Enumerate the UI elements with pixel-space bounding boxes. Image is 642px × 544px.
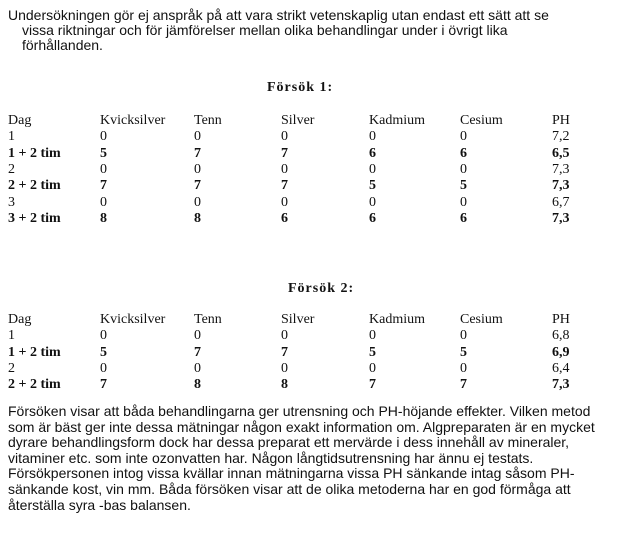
trial-1-table bbox=[8, 113, 612, 227]
cell-day: 3 bbox=[8, 194, 15, 210]
cell-kvicksilver: 5 bbox=[100, 344, 107, 360]
cell-kadmium: 0 bbox=[369, 194, 376, 210]
intro-line: Undersökningen gör ej anspråk på att vara strikt vetenskaplig utan endast ett sätt att se bbox=[8, 7, 549, 23]
cell-tenn: 0 bbox=[194, 129, 201, 145]
cell-ph: 6,4 bbox=[552, 361, 570, 377]
cell-cesium: 5 bbox=[460, 344, 467, 360]
trial-2-heading: Försök 2: bbox=[288, 281, 355, 296]
cell-cesium: 6 bbox=[460, 145, 467, 161]
cell-kvicksilver: 0 bbox=[100, 194, 107, 210]
cell-kadmium: 6 bbox=[369, 145, 376, 161]
table-row bbox=[8, 178, 612, 194]
intro-paragraph bbox=[8, 8, 618, 53]
conclusion-line: dyrare behandlingsform dock har dessa preparat ett mervärde i dess innehåll av mineraler, bbox=[8, 434, 570, 451]
cell-kvicksilver: 0 bbox=[100, 162, 107, 178]
column-header-kadmium: Kadmium bbox=[369, 113, 425, 129]
cell-ph: 6,7 bbox=[552, 194, 570, 210]
cell-tenn: 8 bbox=[194, 210, 201, 226]
conclusion-line: vitaminer etc. som inte ozonvatten har. Någon långtidsutrensning har ännu ej testats. bbox=[8, 449, 534, 466]
intro-line: förhållanden. bbox=[22, 37, 103, 53]
cell-day: 2 + 2 tim bbox=[8, 178, 61, 194]
cell-ph: 6,9 bbox=[552, 344, 570, 360]
cell-day: 1 bbox=[8, 328, 15, 344]
column-header-kvicksilver: Kvicksilver bbox=[100, 312, 166, 328]
cell-cesium: 0 bbox=[460, 162, 467, 178]
cell-silver: 7 bbox=[281, 344, 288, 360]
cell-cesium: 5 bbox=[460, 178, 467, 194]
conclusion-line: återställa syra -bas balansen. bbox=[8, 496, 191, 513]
table-row bbox=[8, 328, 612, 344]
cell-kadmium: 0 bbox=[369, 129, 376, 145]
column-header-cesium: Cesium bbox=[460, 312, 503, 328]
cell-ph: 6,8 bbox=[552, 328, 570, 344]
cell-tenn: 0 bbox=[194, 361, 201, 377]
cell-kadmium: 0 bbox=[369, 328, 376, 344]
trial-2-table bbox=[8, 312, 612, 393]
conclusion-line: sänkande kost, vin mm. Båda försöken visar att de olika metoderna har en god förmåga att bbox=[8, 480, 571, 497]
conclusion-line: Försökpersonen intog vissa kvällar innan mätningarna vissa PH sänkande intag såsom PH- bbox=[8, 465, 575, 482]
conclusion-line: som är bäst ger inte dessa mätningar någon exakt information om. Algpreparaten är en mycket bbox=[8, 418, 595, 435]
cell-tenn: 7 bbox=[194, 178, 201, 194]
cell-ph: 7,2 bbox=[552, 129, 570, 145]
column-header-silver: Silver bbox=[281, 312, 315, 328]
cell-kvicksilver: 5 bbox=[100, 145, 107, 161]
cell-tenn: 0 bbox=[194, 162, 201, 178]
cell-tenn: 7 bbox=[194, 344, 201, 360]
cell-kvicksilver: 7 bbox=[100, 178, 107, 194]
cell-ph: 7,3 bbox=[552, 377, 570, 393]
cell-kvicksilver: 8 bbox=[100, 210, 107, 226]
cell-kadmium: 5 bbox=[369, 178, 376, 194]
table-row bbox=[8, 146, 612, 162]
cell-silver: 8 bbox=[281, 377, 288, 393]
cell-tenn: 7 bbox=[194, 145, 201, 161]
cell-day: 1 bbox=[8, 129, 15, 145]
table-row bbox=[8, 377, 612, 393]
cell-ph: 6,5 bbox=[552, 145, 570, 161]
cell-kvicksilver: 0 bbox=[100, 361, 107, 377]
cell-kvicksilver: 7 bbox=[100, 377, 107, 393]
column-header-cesium: Cesium bbox=[460, 113, 503, 129]
column-header-tenn: Tenn bbox=[194, 113, 222, 129]
cell-ph: 7,3 bbox=[552, 210, 570, 226]
table-row bbox=[8, 211, 612, 227]
table-row bbox=[8, 345, 612, 361]
cell-kadmium: 7 bbox=[369, 377, 376, 393]
cell-silver: 0 bbox=[281, 328, 288, 344]
cell-silver: 7 bbox=[281, 145, 288, 161]
cell-kvicksilver: 0 bbox=[100, 129, 107, 145]
cell-tenn: 0 bbox=[194, 194, 201, 210]
cell-day: 1 + 2 tim bbox=[8, 145, 61, 161]
column-header-ph: PH bbox=[552, 312, 570, 328]
table-row bbox=[8, 361, 612, 377]
cell-day: 2 bbox=[8, 361, 15, 377]
cell-kadmium: 0 bbox=[369, 162, 376, 178]
cell-cesium: 0 bbox=[460, 328, 467, 344]
cell-silver: 0 bbox=[281, 162, 288, 178]
cell-cesium: 6 bbox=[460, 210, 467, 226]
table-header-row bbox=[8, 113, 612, 129]
table-row bbox=[8, 129, 612, 145]
cell-day: 1 + 2 tim bbox=[8, 344, 61, 360]
cell-ph: 7,3 bbox=[552, 178, 570, 194]
cell-day: 2 bbox=[8, 162, 15, 178]
table-row bbox=[8, 162, 612, 178]
cell-kadmium: 6 bbox=[369, 210, 376, 226]
conclusion-paragraph bbox=[8, 404, 634, 513]
cell-kvicksilver: 0 bbox=[100, 328, 107, 344]
cell-cesium: 7 bbox=[460, 377, 467, 393]
column-header-tenn: Tenn bbox=[194, 312, 222, 328]
cell-tenn: 8 bbox=[194, 377, 201, 393]
cell-silver: 6 bbox=[281, 210, 288, 226]
column-header-day: Dag bbox=[8, 113, 32, 129]
column-header-kadmium: Kadmium bbox=[369, 312, 425, 328]
cell-tenn: 0 bbox=[194, 328, 201, 344]
cell-day: 2 + 2 tim bbox=[8, 377, 61, 393]
cell-silver: 0 bbox=[281, 194, 288, 210]
cell-cesium: 0 bbox=[460, 129, 467, 145]
cell-silver: 7 bbox=[281, 178, 288, 194]
column-header-silver: Silver bbox=[281, 113, 315, 129]
cell-cesium: 0 bbox=[460, 194, 467, 210]
table-row bbox=[8, 194, 612, 210]
table-header-row bbox=[8, 312, 612, 328]
cell-ph: 7,3 bbox=[552, 162, 570, 178]
cell-silver: 0 bbox=[281, 361, 288, 377]
conclusion-line: Försöken visar att båda behandlingarna ger utrensning och PH-höjande effekter. Vilken metod bbox=[8, 403, 591, 419]
cell-kadmium: 5 bbox=[369, 344, 376, 360]
column-header-ph: PH bbox=[552, 113, 570, 129]
column-header-kvicksilver: Kvicksilver bbox=[100, 113, 166, 129]
column-header-day: Dag bbox=[8, 312, 32, 328]
cell-cesium: 0 bbox=[460, 361, 467, 377]
cell-silver: 0 bbox=[281, 129, 288, 145]
trial-1-heading: Försök 1: bbox=[267, 80, 334, 95]
cell-kadmium: 0 bbox=[369, 361, 376, 377]
intro-line: vissa riktningar och för jämförelser mellan olika behandlingar under i övrigt lika bbox=[22, 22, 508, 38]
cell-day: 3 + 2 tim bbox=[8, 210, 61, 226]
